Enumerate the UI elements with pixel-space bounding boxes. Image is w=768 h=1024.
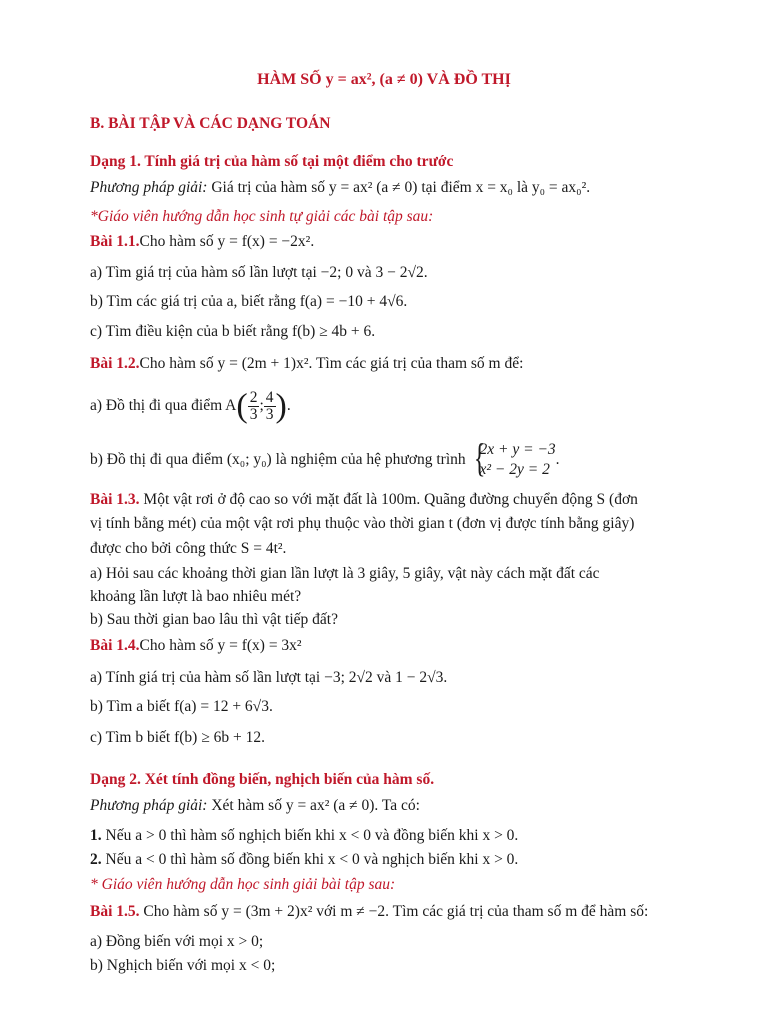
rule-text: Nếu a > 0 thì hàm số nghịch biến khi x < 0 và đồng biến khi x > 0. bbox=[101, 827, 519, 844]
exercise-text: Cho hàm số y = (2m + 1)x². Tìm các giá trị của tham số m để: bbox=[139, 355, 524, 372]
bai-1-1-b: b) Tìm các giá trị của a, biết rằng f(a) = −10 + 4√6. bbox=[90, 293, 408, 310]
bai-1-5-b: b) Nghịch biến với mọi x < 0; bbox=[90, 957, 276, 974]
bai-1-2-b: b) Đồ thị đi qua điểm (x₀; y₀) là nghiệm của hệ phương trình { 2x + y = −3 x² − 2y = 2 . bbox=[90, 435, 560, 481]
exercise-text: Cho hàm số y = f(x) = 3x² bbox=[139, 637, 302, 654]
section-heading: B. BÀI TẬP VÀ CÁC DẠNG TOÁN bbox=[90, 115, 331, 132]
method-label: Phương pháp giải: bbox=[90, 179, 208, 196]
exercise-text: Cho hàm số y = f(x) = −2x². bbox=[139, 233, 315, 250]
bai-1-2-a: a) Đồ thị đi qua điểm A( $\frac{2}{3}$ ; $\frac{4}{3}$ ). bbox=[90, 387, 291, 425]
equation-1: 2x + y = −3 bbox=[479, 441, 556, 459]
bai-1-5 bbox=[90, 902, 648, 922]
exercise-label: Bài 1.2. bbox=[90, 355, 140, 372]
numerator: 2 bbox=[249, 388, 258, 406]
bai-1-3-b: b) Sau thời gian bao lâu thì vật tiếp đất? bbox=[90, 611, 338, 628]
bai-1-3 bbox=[90, 490, 638, 510]
exercise-text: Một vật rơi ở độ cao so với mặt đất là 100m. Quãng đường chuyển động S (đơn bbox=[139, 491, 638, 508]
page-title: HÀM SỐ y = ax², (a ≠ 0) VÀ ĐỒ THỊ bbox=[257, 71, 511, 88]
right-paren: ) bbox=[275, 387, 287, 425]
fraction bbox=[248, 390, 260, 423]
left-paren: ( bbox=[236, 387, 248, 425]
dang2-rule-1 bbox=[90, 826, 518, 846]
method-text: Giá trị của hàm số y = ax² (a ≠ 0) tại điểm x = x₀ là y₀ = ax₀². bbox=[207, 179, 591, 196]
bai-1-4-b: b) Tìm a biết f(a) = 12 + 6√3. bbox=[90, 698, 273, 715]
exercise-text: Cho hàm số y = (3m + 2)x² với m ≠ −2. Tìm các giá trị của tham số m để hàm số: bbox=[139, 903, 649, 920]
method-label: Phương pháp giải: bbox=[90, 797, 208, 814]
bai-1-3-line3: được cho bởi công thức S = 4t². bbox=[90, 540, 287, 557]
bai-1-3-a-line2: khoảng lần lượt là bao nhiêu mét? bbox=[90, 588, 302, 605]
dang2-rule-2 bbox=[90, 850, 518, 870]
equation-2: x² − 2y = 2 bbox=[479, 461, 550, 479]
method-text: Xét hàm số y = ax² (a ≠ 0). Ta có: bbox=[207, 797, 420, 814]
denominator: 3 bbox=[249, 405, 258, 423]
denominator: 3 bbox=[265, 405, 274, 423]
rule-number: 1. bbox=[90, 827, 102, 844]
dang2-method bbox=[90, 796, 420, 816]
item-text: b) Đồ thị đi qua điểm (x₀; y₀) là nghiệm của hệ phương trình bbox=[90, 451, 466, 468]
bai-1-1-c: c) Tìm điều kiện của b biết rằng f(b) ≥ 4b + 6. bbox=[90, 323, 376, 340]
brace-icon: { bbox=[473, 435, 485, 481]
rule-text: Nếu a < 0 thì hàm số đồng biến khi x < 0 và nghịch biến khi x > 0. bbox=[101, 851, 519, 868]
exercise-label: Bài 1.5. bbox=[90, 903, 140, 920]
dang1-note: *Giáo viên hướng dẫn học sinh tự giải các bài tập sau: bbox=[90, 208, 434, 225]
bai-1-1 bbox=[90, 232, 314, 252]
bai-1-4-a: a) Tính giá trị của hàm số lần lượt tại −3; 2√2 và 1 − 2√3. bbox=[90, 669, 448, 686]
bai-1-2 bbox=[90, 354, 523, 374]
numerator: 4 bbox=[265, 388, 274, 406]
dang1-heading: Dạng 1. Tính giá trị của hàm số tại một điểm cho trước bbox=[90, 153, 454, 170]
exercise-label: Bài 1.1. bbox=[90, 233, 140, 250]
rule-number: 2. bbox=[90, 851, 102, 868]
dang2-heading: Dạng 2. Xét tính đồng biến, nghịch biến của hàm số. bbox=[90, 771, 435, 788]
bai-1-4-c: c) Tìm b biết f(b) ≥ 6b + 12. bbox=[90, 729, 265, 746]
item-text: a) Đồ thị đi qua điểm A bbox=[90, 397, 237, 414]
fraction bbox=[264, 390, 276, 423]
bai-1-3-a-line1: a) Hỏi sau các khoảng thời gian lần lượt là 3 giây, 5 giây, vật này cách mặt đất các bbox=[90, 565, 600, 582]
bai-1-5-a: a) Đồng biến với mọi x > 0; bbox=[90, 933, 264, 950]
equation-system bbox=[470, 435, 556, 481]
bai-1-4 bbox=[90, 636, 302, 656]
exercise-label: Bài 1.3. bbox=[90, 491, 140, 508]
exercise-label: Bài 1.4. bbox=[90, 637, 140, 654]
dang2-note: * Giáo viên hướng dẫn học sinh giải bài tập sau: bbox=[90, 876, 396, 893]
dang1-method bbox=[90, 178, 590, 198]
bai-1-3-line2: vị tính bằng mét) của một vật rơi phụ thuộc vào thời gian t (đơn vị được tính bằng giây) bbox=[90, 515, 635, 532]
bai-1-1-a: a) Tìm giá trị của hàm số lần lượt tại −2; 0 và 3 − 2√2. bbox=[90, 264, 428, 281]
